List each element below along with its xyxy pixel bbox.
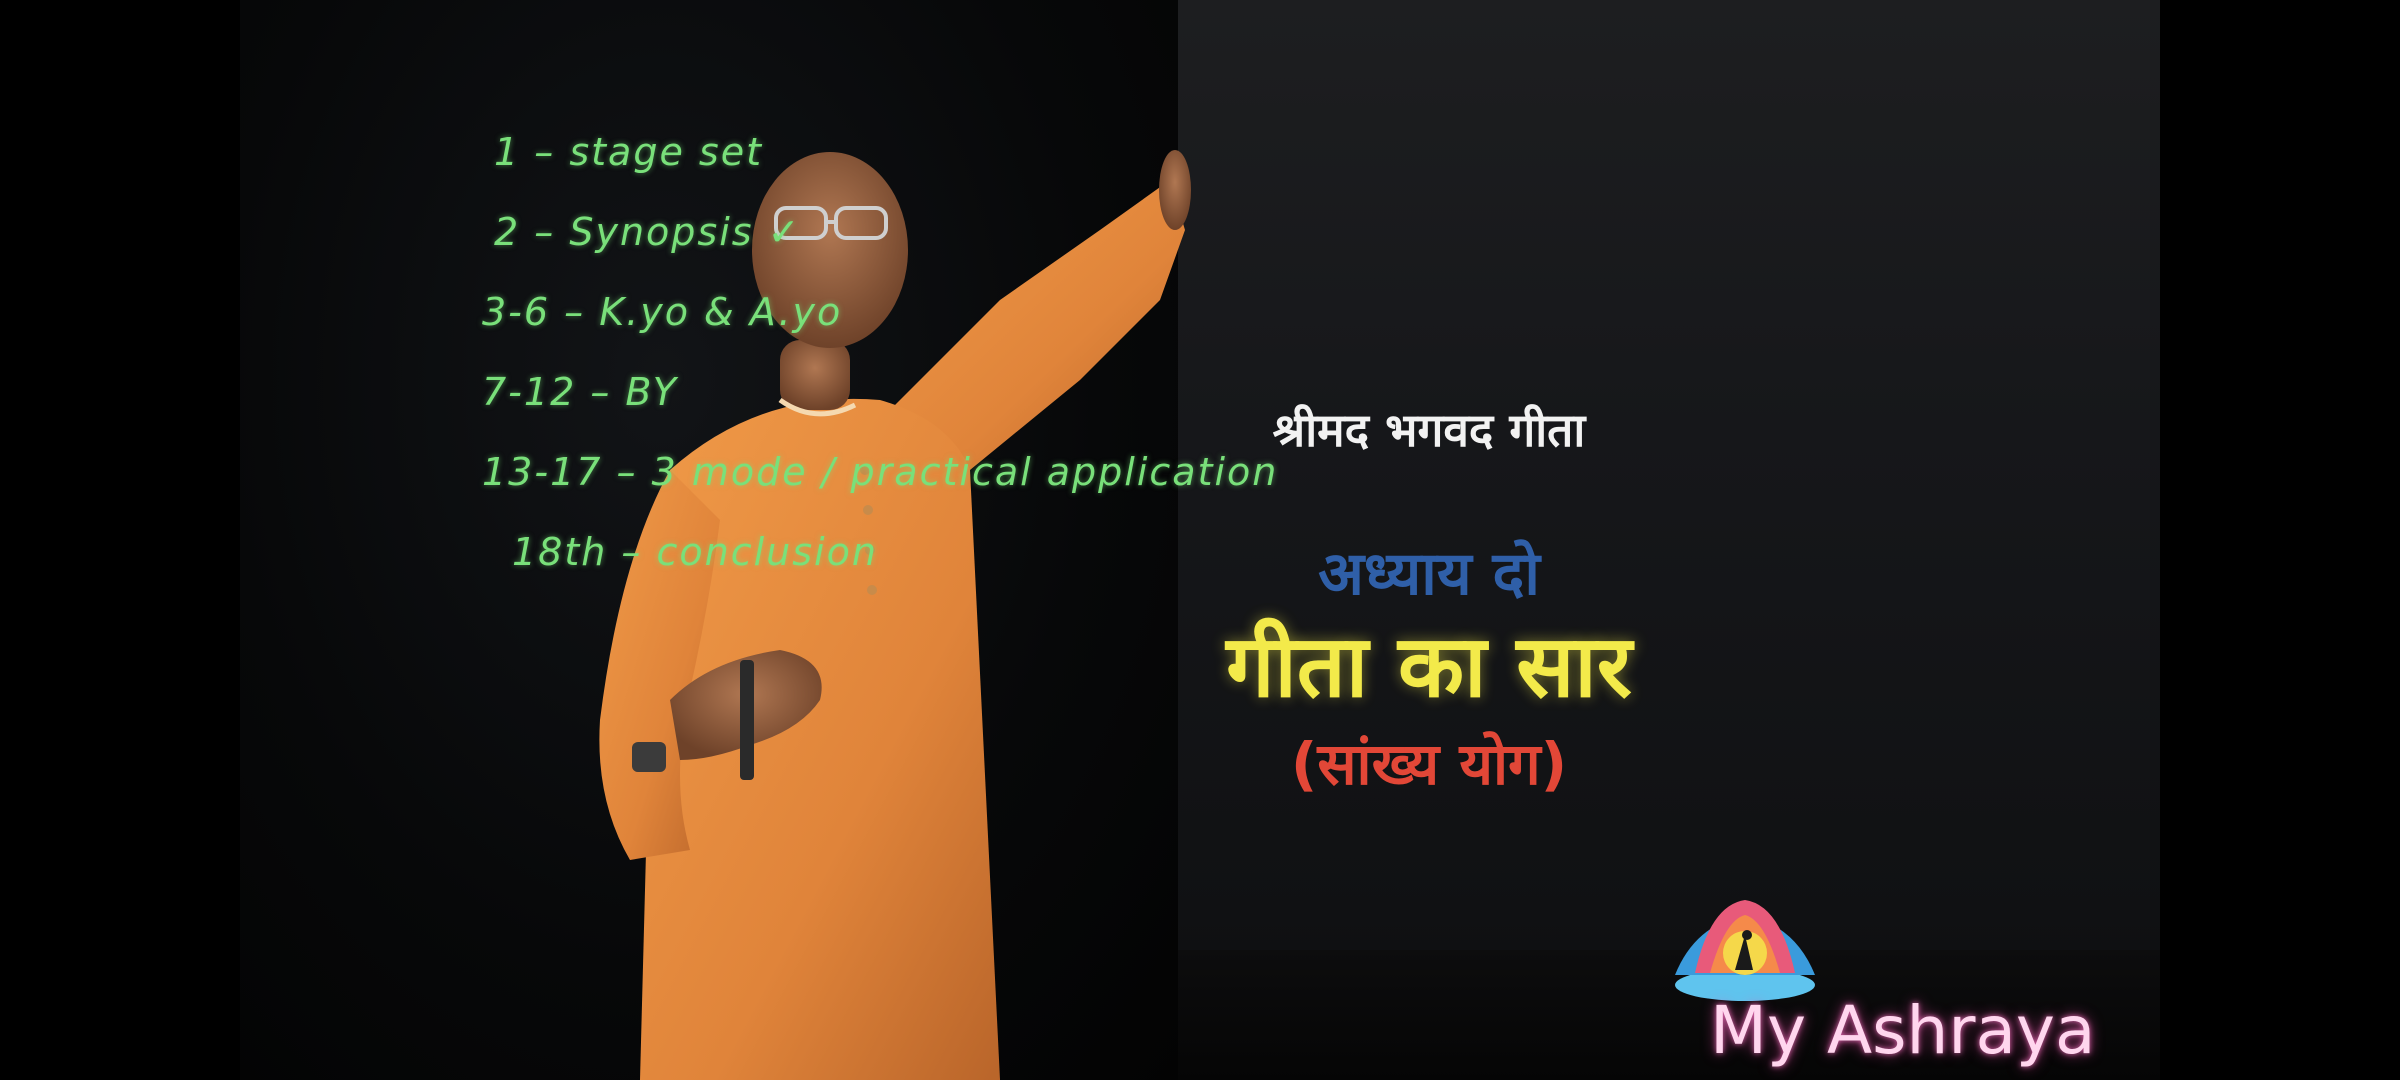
brand-name: My Ashraya bbox=[1710, 992, 2096, 1069]
note-line-karma-yoga: 3-6 – K.yo & A.yo bbox=[482, 290, 843, 334]
slide-main-title: गीता का सार bbox=[1226, 617, 1632, 717]
raised-hand bbox=[1159, 150, 1191, 230]
slide-subtitle: (सांख्य योग) bbox=[1290, 730, 1568, 798]
note-line-stage-set: 1 – stage set bbox=[494, 130, 763, 174]
note-line-bhakti-yoga: 7-12 – BY bbox=[482, 370, 679, 414]
note-line-three-modes: 13-17 – 3 mode / practical application bbox=[482, 450, 1279, 494]
note-line-conclusion: 18th – conclusion bbox=[512, 530, 878, 574]
slide-small-title-overlay: श्रीमद भगवद गीता bbox=[1272, 403, 1586, 457]
wristwatch bbox=[632, 742, 666, 772]
neck bbox=[780, 340, 850, 410]
slide-chapter: अध्याय दो bbox=[1318, 539, 1540, 609]
marker-pen bbox=[740, 660, 754, 780]
lotus-logo-icon bbox=[1655, 895, 1835, 1005]
note-line-synopsis: 2 – Synopsis ✓ bbox=[494, 210, 802, 254]
